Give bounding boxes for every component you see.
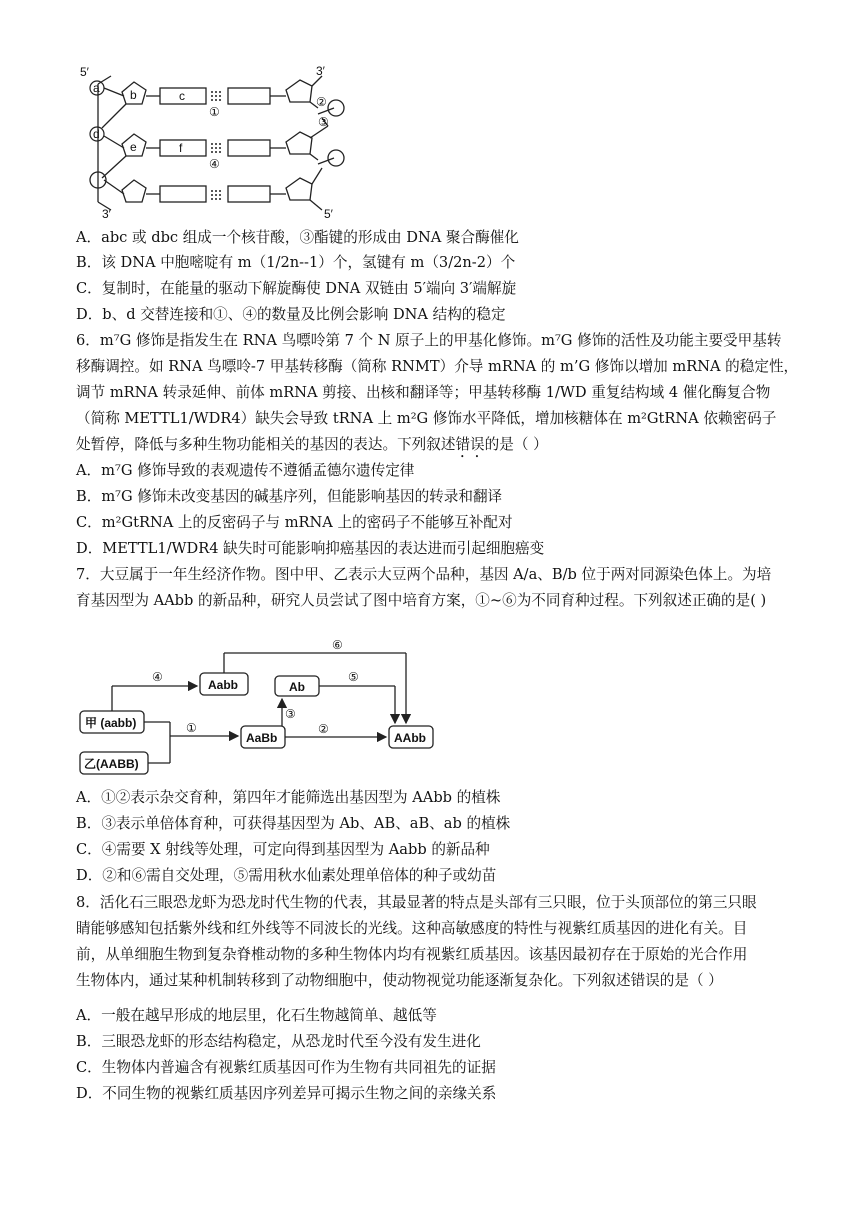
q7-option-b: B．③表示单倍体育种，可获得基因型为 Ab、AB、aB、ab 的植株 <box>76 815 511 832</box>
q8-stem-line-4: 生物体内，通过某种机制转移到了动物细胞中，使动物视觉功能逐渐复杂化。下列叙述错误的是（ ） <box>76 972 723 989</box>
q5-option-b: B．该 DNA 中胞嘧啶有 m（1/2n--1）个，氢键有 m（3/2n-2）个 <box>76 254 516 271</box>
label-e: e <box>130 140 137 154</box>
q6-option-d: D．METTL1/WDR4 缺失时可能影响抑癌基因的表达进而引起细胞癌变 <box>76 540 545 557</box>
q8-option-a: A．一般在越早形成的地层里，化石生物越简单、越低等 <box>76 1007 437 1024</box>
mark-2: ② <box>316 95 327 109</box>
mark-3: ③ <box>318 115 329 129</box>
box-aabb-mid: AaBb <box>246 731 278 745</box>
label-5prime-top: 5′ <box>80 65 89 79</box>
box-yi: 乙(AABB) <box>84 757 139 771</box>
label-d: d <box>93 127 100 141</box>
step-4: ④ <box>152 670 163 684</box>
q8-stem-line-2: 睛能够感知包括紫外线和红外线等不同波长的光线。这种高敏感度的特性与视紫红质基因的进化有关。目 <box>76 920 748 937</box>
q8-option-c: C．生物体内普遍含有视紫红质基因可作为生物有共同祖先的证据 <box>76 1059 496 1076</box>
q6-option-c: C．m²GtRNA 上的反密码子与 mRNA 上的密码子不能够互补配对 <box>76 514 513 531</box>
q7-stem-line-1: 7．大豆属于一年生经济作物。图中甲、乙表示大豆两个品种，基因 A/a、B/b 位于两对同源染色体上。为培 <box>76 566 772 583</box>
mark-1: ① <box>209 105 220 119</box>
box-aabb-final: AAbb <box>394 731 426 745</box>
box-ab: Ab <box>289 680 305 694</box>
mark-4: ④ <box>209 157 220 171</box>
q6-option-b: B．m⁷G 修饰未改变基因的碱基序列，但能影响基因的转录和翻译 <box>76 488 503 505</box>
box-aabb-top: Aabb <box>208 678 238 692</box>
step-6: ⑥ <box>332 638 343 652</box>
q6-stem-line-2: 移酶调控。如 RNA 鸟嘌呤-7 甲基转移酶（简称 RNMT）介导 mRNA 的 m’G 修饰以增加 mRNA 的稳定性， <box>76 358 799 375</box>
step-3: ③ <box>285 707 296 721</box>
label-3prime-top: 3′ <box>316 64 325 78</box>
breeding-scheme-diagram <box>78 636 438 782</box>
q6-stem-line-5 <box>76 435 548 461</box>
q5-option-c: C．复制时，在能量的驱动下解旋酶使 DNA 双链由 5′端向 3′端解旋 <box>76 280 517 297</box>
q6-stem-emphasis: 错误 <box>455 436 485 453</box>
label-5prime-bottom: 5′ <box>324 207 333 221</box>
q7-stem-line-2: 育基因型为 AAbb 的新品种，研究人员尝试了图中培育方案，①~⑥为不同育种过程。下列叙述正确的是( ) <box>76 592 767 609</box>
label-f: f <box>179 141 183 155</box>
q7-option-d: D．②和⑥需自交处理，⑤需用秋水仙素处理单倍体的种子或幼苗 <box>76 867 497 884</box>
q8-option-b: B．三眼恐龙虾的形态结构稳定，从恐龙时代至今没有发生进化 <box>76 1033 481 1050</box>
q6-stem-line-1: 6．m⁷G 修饰是指发生在 RNA 鸟嘌呤第 7 个 N 原子上的甲基化修饰。m⁷G 修饰的活性及功能主要受甲基转 <box>76 332 782 349</box>
label-b: b <box>130 88 137 102</box>
q6-option-a: A．m⁷G 修饰导致的表观遗传不遵循孟德尔遗传定律 <box>76 462 415 479</box>
step-1: ① <box>186 721 197 735</box>
q8-stem-line-3: 前，从单细胞生物到复杂脊椎动物的多种生物体内均有视紫红质基因。该基因最初存在于原始的光合作用 <box>76 946 748 963</box>
q6-stem-line-5-text: 处暂停，降低与多种生物功能相关的基因的表达。下列叙述 <box>76 436 456 453</box>
q8-option-d: D．不同生物的视紫红质基因序列差异可揭示生物之间的亲缘关系 <box>76 1085 497 1102</box>
label-c: c <box>179 89 185 103</box>
step-5: ⑤ <box>348 670 359 684</box>
q6-stem-line-3: 调节 mRNA 转录延伸、前体 mRNA 剪接、出核和翻译等；甲基转移酶 1/WD 重复结构域 4 催化酶复合物 <box>76 384 771 401</box>
q6-stem-tail: 的是（ ） <box>484 436 548 453</box>
step-2: ② <box>318 722 329 736</box>
q5-option-d: D．b、d 交替连接和①、④的数量及比例会影响 DNA 结构的稳定 <box>76 306 506 323</box>
label-3prime-bottom: 3′ <box>102 207 111 221</box>
dna-structure-diagram <box>78 62 368 222</box>
q6-stem-line-4: （简称 METTL1/WDR4）缺失会导致 tRNA 上 m²G 修饰水平降低，增加核糖体在 m²GtRNA 依赖密码子 <box>76 410 777 427</box>
q8-stem-line-1: 8．活化石三眼恐龙虾为恐龙时代生物的代表，其最显著的特点是头部有三只眼，位于头顶部位的第三只眼 <box>76 894 757 911</box>
q7-option-a: A．①②表示杂交育种，第四年才能筛选出基因型为 AAbb 的植株 <box>76 789 501 806</box>
q7-option-c: C．④需要 X 射线等处理，可定向得到基因型为 Aabb 的新品种 <box>76 841 490 858</box>
label-a: a <box>93 81 100 95</box>
box-jia: 甲 (aabb) <box>85 716 137 730</box>
q5-option-a: A．abc 或 dbc 组成一个核苷酸，③酯键的形成由 DNA 聚合酶催化 <box>76 229 519 246</box>
